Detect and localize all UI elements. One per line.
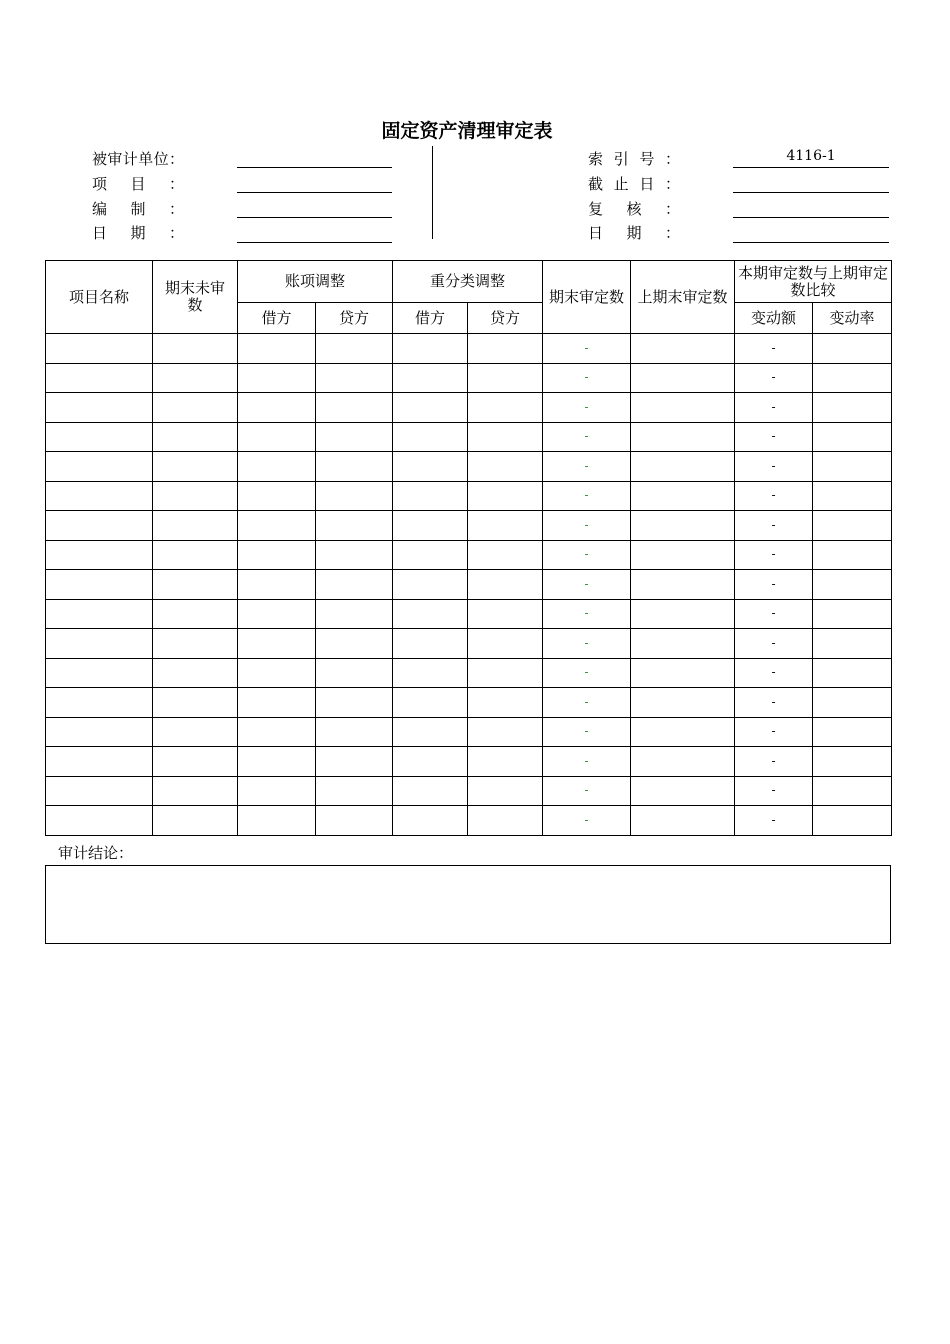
table-cell[interactable] <box>316 570 393 600</box>
table-cell[interactable] <box>46 363 153 393</box>
table-cell[interactable] <box>238 776 316 806</box>
header-label-char: 被 <box>92 150 108 168</box>
header-line-preparer <box>237 217 392 218</box>
table-cell[interactable] <box>46 422 153 452</box>
table-cell[interactable] <box>631 511 735 541</box>
table-cell[interactable] <box>393 599 468 629</box>
table-cell[interactable] <box>238 747 316 777</box>
table-cell[interactable] <box>153 393 238 423</box>
table-row <box>46 393 892 423</box>
table-cell[interactable] <box>238 688 316 718</box>
change-amount-cell: - <box>735 599 813 629</box>
header-label-char: 期 <box>626 224 642 242</box>
table-cell[interactable] <box>153 481 238 511</box>
header-label-char: 核 <box>626 200 642 218</box>
header-line-date-left <box>237 242 392 243</box>
table-cell[interactable] <box>813 806 892 836</box>
header-line-reviewer <box>733 217 889 218</box>
table-cell[interactable] <box>468 511 543 541</box>
audited-value-cell: - <box>543 334 631 364</box>
conclusion-box[interactable] <box>45 865 891 944</box>
page-title: 固定资产清理审定表 <box>381 120 553 142</box>
table-cell[interactable] <box>153 363 238 393</box>
conclusion-label: 审计结论： <box>58 844 134 862</box>
header-label-char: ： <box>664 200 680 218</box>
table-cell[interactable] <box>46 334 153 364</box>
table-cell[interactable] <box>316 334 393 364</box>
table-row <box>46 540 892 570</box>
change-amount-cell: - <box>735 422 813 452</box>
table-cell[interactable] <box>316 511 393 541</box>
table-cell[interactable] <box>813 747 892 777</box>
table-cell[interactable] <box>631 452 735 482</box>
change-amount-cell: - <box>735 481 813 511</box>
table-cell[interactable] <box>393 481 468 511</box>
audited-value-cell: - <box>543 363 631 393</box>
col-header-credit: 贷方 <box>468 303 543 334</box>
header-label-reviewer <box>588 198 680 219</box>
table-cell[interactable] <box>631 363 735 393</box>
table-cell[interactable] <box>316 599 393 629</box>
header-label-char: 日 <box>92 224 108 242</box>
audited-value-cell: - <box>543 629 631 659</box>
table-cell[interactable] <box>631 806 735 836</box>
table-cell[interactable] <box>393 570 468 600</box>
change-amount-cell: - <box>735 540 813 570</box>
table-cell[interactable] <box>468 570 543 600</box>
table-cell[interactable] <box>153 747 238 777</box>
table-cell[interactable] <box>631 629 735 659</box>
header-label-char: 编 <box>92 200 108 218</box>
table-cell[interactable] <box>393 658 468 688</box>
table-cell[interactable] <box>468 717 543 747</box>
table-cell[interactable] <box>813 717 892 747</box>
table-cell[interactable] <box>631 540 735 570</box>
header-label-char: 项 <box>92 175 108 193</box>
table-cell[interactable] <box>631 570 735 600</box>
change-amount-cell: - <box>735 511 813 541</box>
table-cell[interactable] <box>393 334 468 364</box>
audit-table <box>45 260 892 836</box>
header-label-char: 号 <box>639 150 655 168</box>
table-cell[interactable] <box>153 334 238 364</box>
table-cell[interactable] <box>393 511 468 541</box>
header-label-char: 日 <box>639 175 655 193</box>
header-label-char: 单 <box>138 150 154 168</box>
audited-value-cell: - <box>543 688 631 718</box>
table-cell[interactable] <box>468 747 543 777</box>
table-cell[interactable] <box>238 393 316 423</box>
change-amount-cell: - <box>735 688 813 718</box>
table-row <box>46 511 892 541</box>
table-cell[interactable] <box>468 481 543 511</box>
table-cell[interactable] <box>468 688 543 718</box>
change-amount-cell: - <box>735 747 813 777</box>
audited-value-cell: - <box>543 511 631 541</box>
table-cell[interactable] <box>238 599 316 629</box>
table-cell[interactable] <box>153 570 238 600</box>
header-value-index: 4116-1 <box>786 148 836 164</box>
table-cell[interactable] <box>316 363 393 393</box>
col-header-change-amount: 变动额 <box>735 303 813 334</box>
table-cell[interactable] <box>46 658 153 688</box>
table-cell[interactable] <box>153 540 238 570</box>
table-cell[interactable] <box>238 629 316 659</box>
table-row <box>46 481 892 511</box>
table-cell[interactable] <box>46 717 153 747</box>
table-cell[interactable] <box>813 334 892 364</box>
table-cell[interactable] <box>468 363 543 393</box>
audited-value-cell: - <box>543 776 631 806</box>
table-cell[interactable] <box>813 422 892 452</box>
table-cell[interactable] <box>393 452 468 482</box>
header-label-char: ： <box>168 175 184 193</box>
col-header-debit: 借方 <box>393 303 468 334</box>
change-amount-cell: - <box>735 570 813 600</box>
table-cell[interactable] <box>631 688 735 718</box>
table-cell[interactable] <box>316 806 393 836</box>
table-cell[interactable] <box>813 363 892 393</box>
table-cell[interactable] <box>238 511 316 541</box>
header-label-char: 位 <box>153 150 169 168</box>
table-cell[interactable] <box>393 422 468 452</box>
table-cell[interactable] <box>393 540 468 570</box>
table-cell[interactable] <box>238 570 316 600</box>
header-label-char: ： <box>664 224 680 242</box>
table-cell[interactable] <box>393 717 468 747</box>
table-cell[interactable] <box>631 717 735 747</box>
change-amount-cell: - <box>735 363 813 393</box>
table-cell[interactable] <box>468 658 543 688</box>
table-cell[interactable] <box>316 452 393 482</box>
table-cell[interactable] <box>468 599 543 629</box>
header-label-auditee <box>92 148 184 169</box>
table-cell[interactable] <box>316 776 393 806</box>
change-amount-cell: - <box>735 393 813 423</box>
audited-value-cell: - <box>543 806 631 836</box>
table-cell[interactable] <box>468 422 543 452</box>
header-label-char: 止 <box>613 175 629 193</box>
header-label-preparer <box>92 198 184 219</box>
table-cell[interactable] <box>46 806 153 836</box>
table-cell[interactable] <box>238 481 316 511</box>
table-cell[interactable] <box>153 511 238 541</box>
table-cell[interactable] <box>813 629 892 659</box>
table-cell[interactable] <box>393 629 468 659</box>
table-cell[interactable] <box>153 776 238 806</box>
table-cell[interactable] <box>813 688 892 718</box>
table-cell[interactable] <box>468 806 543 836</box>
table-cell[interactable] <box>238 334 316 364</box>
table-row <box>46 747 892 777</box>
header-label-project <box>92 173 184 194</box>
header-label-char: 计 <box>122 150 138 168</box>
change-amount-cell: - <box>735 776 813 806</box>
table-row <box>46 334 892 364</box>
table-cell[interactable] <box>631 393 735 423</box>
change-amount-cell: - <box>735 629 813 659</box>
header-label-char: ： <box>168 224 184 242</box>
table-cell[interactable] <box>153 452 238 482</box>
header-label-char: 索 <box>588 150 604 168</box>
table-cell[interactable] <box>813 540 892 570</box>
header-line-index <box>733 167 889 168</box>
table-cell[interactable] <box>631 334 735 364</box>
change-amount-cell: - <box>735 658 813 688</box>
table-cell[interactable] <box>316 658 393 688</box>
header-line-project <box>237 192 392 193</box>
table-cell[interactable] <box>393 747 468 777</box>
header-label-char: 目 <box>130 175 146 193</box>
table-row <box>46 806 892 836</box>
table-cell[interactable] <box>631 481 735 511</box>
table-cell[interactable] <box>153 599 238 629</box>
change-amount-cell: - <box>735 806 813 836</box>
table-cell[interactable] <box>813 452 892 482</box>
table-cell[interactable] <box>238 422 316 452</box>
table-cell[interactable] <box>46 629 153 659</box>
table-cell[interactable] <box>153 629 238 659</box>
table-cell[interactable] <box>813 570 892 600</box>
table-cell[interactable] <box>46 776 153 806</box>
col-header-credit: 贷方 <box>316 303 393 334</box>
audited-value-cell: - <box>543 540 631 570</box>
audited-value-cell: - <box>543 658 631 688</box>
audited-value-cell: - <box>543 452 631 482</box>
table-row <box>46 688 892 718</box>
header-line-auditee <box>237 167 392 168</box>
col-header-comparison: 本期审定数与上期审定数比较 <box>735 261 892 303</box>
table-cell[interactable] <box>316 540 393 570</box>
table-cell[interactable] <box>238 806 316 836</box>
table-cell[interactable] <box>46 570 153 600</box>
table-cell[interactable] <box>631 776 735 806</box>
audited-value-cell: - <box>543 570 631 600</box>
table-cell[interactable] <box>631 422 735 452</box>
table-cell[interactable] <box>631 747 735 777</box>
table-cell[interactable] <box>316 422 393 452</box>
header-label-cutoff <box>588 173 680 194</box>
header-label-index <box>588 148 680 169</box>
table-cell[interactable] <box>316 481 393 511</box>
table-cell[interactable] <box>316 393 393 423</box>
col-header-debit: 借方 <box>238 303 316 334</box>
header-label-char: 日 <box>588 224 604 242</box>
table-cell[interactable] <box>468 540 543 570</box>
change-amount-cell: - <box>735 452 813 482</box>
table-cell[interactable] <box>153 717 238 747</box>
table-cell[interactable] <box>46 452 153 482</box>
audited-value-cell: - <box>543 747 631 777</box>
table-cell[interactable] <box>631 599 735 629</box>
header-label-char: 截 <box>588 175 604 193</box>
table-cell[interactable] <box>46 393 153 423</box>
table-cell[interactable] <box>468 629 543 659</box>
header-label-char: 复 <box>588 200 604 218</box>
col-header-audited: 期末审定数 <box>543 261 631 334</box>
table-cell[interactable] <box>468 334 543 364</box>
table-cell[interactable] <box>631 658 735 688</box>
table-cell[interactable] <box>316 747 393 777</box>
header-label-char: 制 <box>130 200 146 218</box>
table-row <box>46 776 892 806</box>
table-cell[interactable] <box>153 806 238 836</box>
header-label-char: 引 <box>613 150 629 168</box>
table-cell[interactable] <box>813 481 892 511</box>
audited-value-cell: - <box>543 393 631 423</box>
col-header-change-rate: 变动率 <box>813 303 892 334</box>
table-cell[interactable] <box>46 511 153 541</box>
table-cell[interactable] <box>316 688 393 718</box>
table-cell[interactable] <box>238 658 316 688</box>
table-row <box>46 363 892 393</box>
table-cell[interactable] <box>393 776 468 806</box>
table-cell[interactable] <box>813 599 892 629</box>
audited-value-cell: - <box>543 481 631 511</box>
table-cell[interactable] <box>813 776 892 806</box>
header-line-cutoff <box>733 192 889 193</box>
table-row <box>46 570 892 600</box>
table-cell[interactable] <box>468 393 543 423</box>
table-cell[interactable] <box>468 452 543 482</box>
table-cell[interactable] <box>153 658 238 688</box>
col-header-prior-audited: 上期末审定数 <box>631 261 735 334</box>
table-cell[interactable] <box>316 717 393 747</box>
col-header-account-adjustment: 账项调整 <box>238 261 393 303</box>
table-cell[interactable] <box>46 599 153 629</box>
header-label-char: 审 <box>107 150 123 168</box>
table-cell[interactable] <box>813 393 892 423</box>
col-header-item: 项目名称 <box>46 261 153 334</box>
table-row <box>46 452 892 482</box>
change-amount-cell: - <box>735 717 813 747</box>
col-header-unaudited: 期末未审数 <box>153 261 238 334</box>
table-cell[interactable] <box>46 540 153 570</box>
table-cell[interactable] <box>153 688 238 718</box>
table-cell[interactable] <box>813 658 892 688</box>
table-cell[interactable] <box>316 629 393 659</box>
table-row <box>46 629 892 659</box>
table-row <box>46 599 892 629</box>
col-header-reclass-adjustment: 重分类调整 <box>393 261 543 303</box>
table-cell[interactable] <box>46 481 153 511</box>
header-line-date-right <box>733 242 889 243</box>
table-cell[interactable] <box>393 806 468 836</box>
table-cell[interactable] <box>153 422 238 452</box>
table-cell[interactable] <box>46 688 153 718</box>
header-divider <box>432 146 433 239</box>
audited-value-cell: - <box>543 599 631 629</box>
change-amount-cell: - <box>735 334 813 364</box>
header-label-char: ： <box>664 150 680 168</box>
table-cell[interactable] <box>393 363 468 393</box>
table-cell[interactable] <box>468 776 543 806</box>
table-row <box>46 422 892 452</box>
table-cell[interactable] <box>393 688 468 718</box>
header-label-char: ： <box>664 175 680 193</box>
header-label-char: ： <box>168 150 184 168</box>
audited-value-cell: - <box>543 717 631 747</box>
table-row <box>46 717 892 747</box>
table-cell[interactable] <box>813 511 892 541</box>
header-label-char: 期 <box>130 224 146 242</box>
table-cell[interactable] <box>393 393 468 423</box>
table-cell[interactable] <box>238 540 316 570</box>
table-row <box>46 658 892 688</box>
table-cell[interactable] <box>238 717 316 747</box>
audited-value-cell: - <box>543 422 631 452</box>
header-label-date-left <box>92 222 184 243</box>
header-label-date-right <box>588 222 680 243</box>
table-cell[interactable] <box>46 747 153 777</box>
table-cell[interactable] <box>238 363 316 393</box>
header-label-char: ： <box>168 200 184 218</box>
table-cell[interactable] <box>238 452 316 482</box>
